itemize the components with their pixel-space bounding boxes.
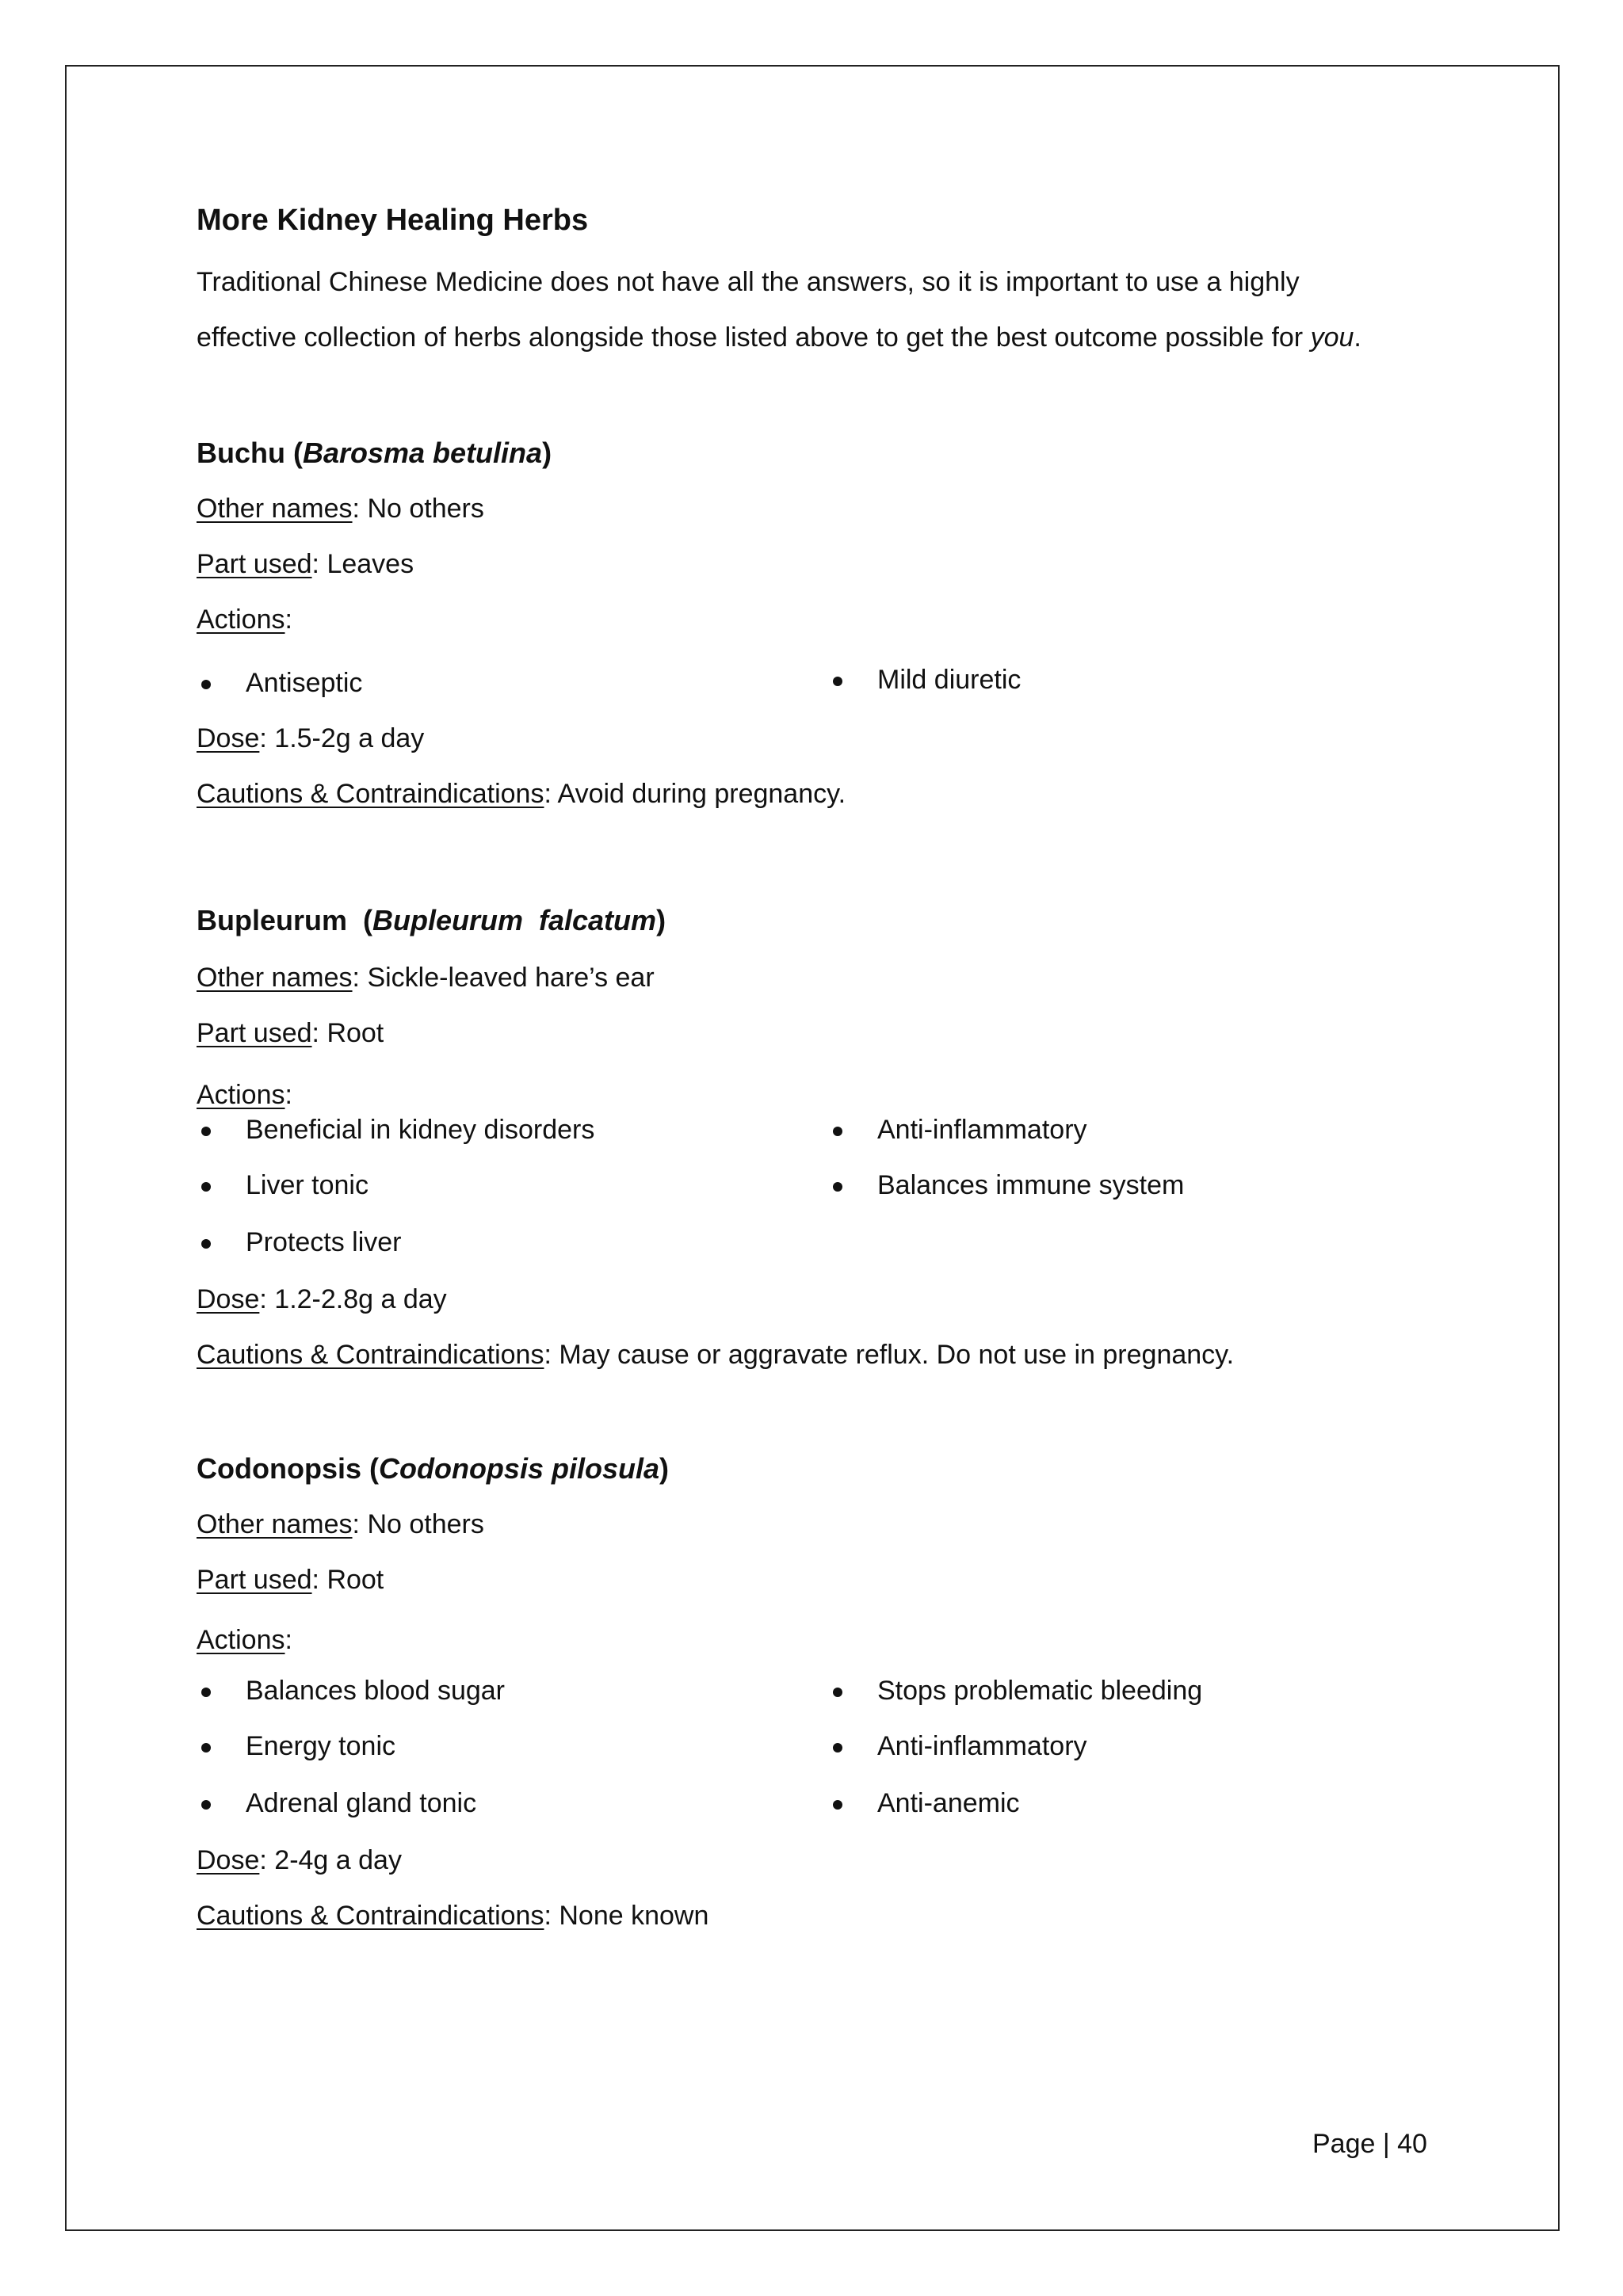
action-text: Balances immune system bbox=[877, 1170, 1185, 1200]
other-names-label: Other names bbox=[197, 1509, 353, 1539]
dose-label: Dose bbox=[197, 1845, 260, 1875]
dose-label: Dose bbox=[197, 1284, 260, 1314]
bullet-icon bbox=[201, 1239, 211, 1249]
action-text: Mild diuretic bbox=[877, 665, 1022, 695]
herb-title-close: ) bbox=[542, 437, 552, 469]
dose-value: 1.2-2.8g a day bbox=[274, 1284, 447, 1314]
intro-paragraph-line-1: Traditional Chinese Medicine does not have all the answers, so it is important to use a highly bbox=[197, 267, 1300, 297]
action-text: Protects liver bbox=[246, 1227, 402, 1257]
separator: : bbox=[259, 1845, 275, 1875]
colon: : bbox=[285, 605, 292, 635]
herb-title-close: ) bbox=[656, 904, 666, 936]
other-names-row bbox=[197, 1508, 484, 1540]
cautions-value: None known bbox=[559, 1901, 709, 1931]
herb-title-buchu bbox=[197, 437, 552, 469]
herb-name: Buchu ( bbox=[197, 437, 303, 469]
herb-name: Codonopsis ( bbox=[197, 1452, 379, 1485]
cautions-row bbox=[197, 1339, 1234, 1371]
part-used-label: Part used bbox=[197, 1018, 312, 1048]
bullet-icon bbox=[201, 1743, 211, 1753]
intro-paragraph-line-2 bbox=[197, 322, 1361, 353]
cautions-value: May cause or aggravate reflux. Do not use in pregnancy. bbox=[559, 1340, 1235, 1370]
part-used-row bbox=[197, 1564, 384, 1596]
bullet-icon bbox=[833, 1688, 842, 1697]
cautions-row bbox=[197, 1900, 708, 1932]
dose-row bbox=[197, 723, 424, 754]
part-used-label: Part used bbox=[197, 549, 312, 579]
action-text: Beneficial in kidney disorders bbox=[246, 1115, 595, 1145]
dose-label: Dose bbox=[197, 723, 260, 753]
separator: : bbox=[544, 1340, 559, 1370]
other-names-label: Other names bbox=[197, 494, 353, 524]
action-text: Anti-inflammatory bbox=[877, 1115, 1087, 1145]
cautions-label: Cautions & Contraindications bbox=[197, 1901, 544, 1931]
separator: : bbox=[544, 779, 558, 809]
actions-row bbox=[197, 1079, 292, 1111]
bullet-icon bbox=[201, 1127, 211, 1136]
action-text: Anti-inflammatory bbox=[877, 1731, 1087, 1761]
separator: : bbox=[311, 1018, 327, 1048]
other-names-row bbox=[197, 493, 484, 524]
herb-title-close: ) bbox=[659, 1452, 669, 1485]
intro-period: . bbox=[1354, 322, 1361, 353]
herb-title-codonopsis bbox=[197, 1453, 669, 1485]
cautions-label: Cautions & Contraindications bbox=[197, 779, 544, 809]
actions-row bbox=[197, 604, 292, 635]
herb-latin-name: Codonopsis pilosula bbox=[378, 1452, 659, 1485]
bullet-icon bbox=[833, 1743, 842, 1753]
other-names-value: Sickle-leaved hare’s ear bbox=[367, 963, 655, 993]
bullet-icon bbox=[201, 1688, 211, 1697]
part-used-row bbox=[197, 1017, 384, 1049]
action-text: Adrenal gland tonic bbox=[246, 1788, 477, 1818]
action-text: Liver tonic bbox=[246, 1170, 369, 1200]
dose-value: 2-4g a day bbox=[274, 1845, 402, 1875]
actions-label: Actions bbox=[197, 1625, 285, 1655]
separator: : bbox=[352, 963, 368, 993]
separator: : bbox=[259, 723, 275, 753]
intro-emphasis: you bbox=[1310, 322, 1354, 353]
cautions-row bbox=[197, 778, 846, 810]
actions-label: Actions bbox=[197, 1080, 285, 1110]
dose-row bbox=[197, 1844, 402, 1876]
separator: : bbox=[311, 1565, 327, 1595]
bullet-icon bbox=[833, 1800, 842, 1810]
cautions-value: Avoid during pregnancy. bbox=[557, 779, 846, 809]
bullet-icon bbox=[833, 1182, 842, 1192]
herb-latin-name: Barosma betulina bbox=[302, 437, 543, 469]
separator: : bbox=[311, 549, 327, 579]
bullet-icon bbox=[201, 1800, 211, 1810]
actions-row bbox=[197, 1624, 292, 1656]
colon: : bbox=[285, 1080, 292, 1110]
action-text: Anti-anemic bbox=[877, 1788, 1020, 1818]
part-used-label: Part used bbox=[197, 1565, 312, 1595]
page-number: Page | 40 bbox=[1312, 2129, 1427, 2159]
separator: : bbox=[544, 1901, 559, 1931]
part-used-value: Root bbox=[327, 1565, 384, 1595]
action-text: Balances blood sugar bbox=[246, 1676, 506, 1706]
other-names-row bbox=[197, 962, 655, 994]
cautions-label: Cautions & Contraindications bbox=[197, 1340, 544, 1370]
separator: : bbox=[259, 1284, 275, 1314]
bullet-icon bbox=[201, 1182, 211, 1192]
part-used-value: Leaves bbox=[327, 549, 414, 579]
separator: : bbox=[352, 494, 368, 524]
section-heading: More Kidney Healing Herbs bbox=[197, 204, 589, 237]
intro-text: effective collection of herbs alongside those listed above to get the best outcome possible for bbox=[197, 322, 1311, 353]
herb-latin-name: Bupleurum falcatum bbox=[372, 904, 657, 936]
part-used-value: Root bbox=[327, 1018, 384, 1048]
dose-row bbox=[197, 1283, 447, 1315]
colon: : bbox=[285, 1625, 292, 1655]
other-names-label: Other names bbox=[197, 963, 353, 993]
action-text: Energy tonic bbox=[246, 1731, 395, 1761]
other-names-value: No others bbox=[367, 1509, 484, 1539]
action-text: Stops problematic bleeding bbox=[877, 1676, 1203, 1706]
bullet-icon bbox=[833, 1127, 842, 1136]
herb-title-bupleurum bbox=[197, 905, 666, 936]
herb-name: Bupleurum ( bbox=[197, 904, 372, 936]
part-used-row bbox=[197, 548, 414, 580]
bullet-icon bbox=[833, 677, 842, 686]
dose-value: 1.5-2g a day bbox=[274, 723, 425, 753]
action-text: Antiseptic bbox=[246, 668, 363, 698]
separator: : bbox=[352, 1509, 368, 1539]
other-names-value: No others bbox=[367, 494, 484, 524]
actions-label: Actions bbox=[197, 605, 285, 635]
bullet-icon bbox=[201, 680, 211, 689]
